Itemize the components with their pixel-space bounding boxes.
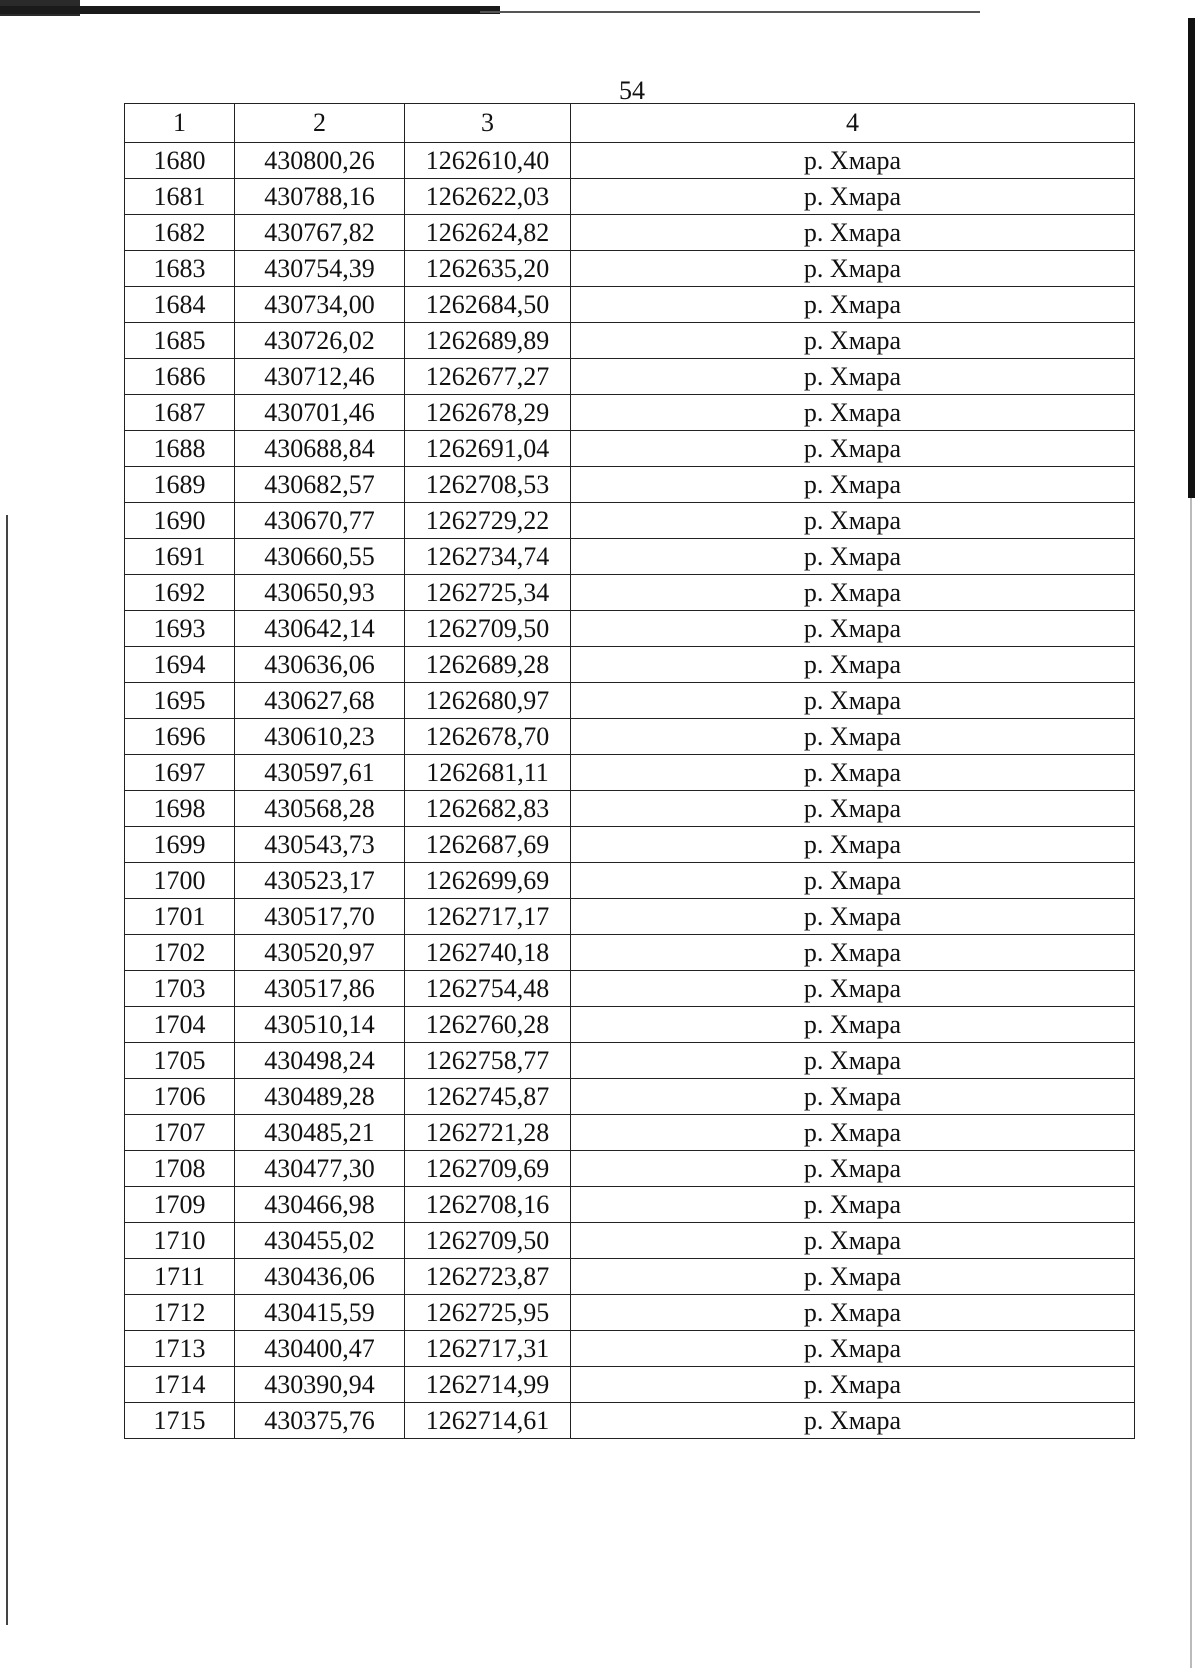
y-coordinate-cell: 1262709,69 [405,1151,571,1187]
scan-artifact-right-edge [1188,18,1195,498]
table-row [125,791,1135,827]
table-row [125,359,1135,395]
description-cell: р. Хмара [571,287,1135,323]
scan-artifact-right-edge-thin [1190,498,1192,1668]
description-cell: р. Хмара [571,431,1135,467]
y-coordinate-cell: 1262745,87 [405,1079,571,1115]
point-number-cell: 1711 [125,1259,235,1295]
y-coordinate-cell: 1262758,77 [405,1043,571,1079]
description-cell: р. Хмара [571,755,1135,791]
point-number-cell: 1700 [125,863,235,899]
page-number: 54 [619,76,645,105]
point-number-cell: 1714 [125,1367,235,1403]
table-row [125,827,1135,863]
table-row [125,971,1135,1007]
y-coordinate-cell: 1262677,27 [405,359,571,395]
description-cell: р. Хмара [571,719,1135,755]
y-coordinate-cell: 1262754,48 [405,971,571,1007]
point-number-cell: 1686 [125,359,235,395]
scan-artifact-top-bar [0,6,500,14]
table-row [125,467,1135,503]
y-coordinate-cell: 1262680,97 [405,683,571,719]
table-row [125,215,1135,251]
table-row [125,1115,1135,1151]
x-coordinate-cell: 430436,06 [235,1259,405,1295]
description-cell: р. Хмара [571,1223,1135,1259]
table-row [125,1187,1135,1223]
table-row [125,683,1135,719]
x-coordinate-cell: 430466,98 [235,1187,405,1223]
description-cell: р. Хмара [571,1367,1135,1403]
x-coordinate-cell: 430726,02 [235,323,405,359]
y-coordinate-cell: 1262709,50 [405,611,571,647]
point-number-cell: 1713 [125,1331,235,1367]
y-coordinate-cell: 1262717,31 [405,1331,571,1367]
x-coordinate-cell: 430498,24 [235,1043,405,1079]
y-coordinate-cell: 1262687,69 [405,827,571,863]
description-cell: р. Хмара [571,827,1135,863]
description-cell: р. Хмара [571,1187,1135,1223]
description-cell: р. Хмара [571,215,1135,251]
table-row [125,575,1135,611]
point-number-cell: 1705 [125,1043,235,1079]
x-coordinate-cell: 430568,28 [235,791,405,827]
point-number-cell: 1699 [125,827,235,863]
description-cell: р. Хмара [571,1007,1135,1043]
point-number-cell: 1692 [125,575,235,611]
x-coordinate-cell: 430734,00 [235,287,405,323]
table-row [125,719,1135,755]
point-number-cell: 1704 [125,1007,235,1043]
x-coordinate-cell: 430636,06 [235,647,405,683]
y-coordinate-cell: 1262678,29 [405,395,571,431]
point-number-cell: 1685 [125,323,235,359]
description-cell: р. Хмара [571,971,1135,1007]
y-coordinate-cell: 1262723,87 [405,1259,571,1295]
header-cell-point-number: 1 [125,104,235,143]
x-coordinate-cell: 430510,14 [235,1007,405,1043]
table-row [125,287,1135,323]
description-cell: р. Хмара [571,539,1135,575]
point-number-cell: 1707 [125,1115,235,1151]
y-coordinate-cell: 1262708,16 [405,1187,571,1223]
table-header [125,104,1135,143]
description-cell: р. Хмара [571,1151,1135,1187]
y-coordinate-cell: 1262689,28 [405,647,571,683]
x-coordinate-cell: 430627,68 [235,683,405,719]
table-row [125,935,1135,971]
description-cell: р. Хмара [571,683,1135,719]
y-coordinate-cell: 1262682,83 [405,791,571,827]
description-cell: р. Хмара [571,575,1135,611]
point-number-cell: 1697 [125,755,235,791]
table-row [125,1295,1135,1331]
description-cell: р. Хмара [571,179,1135,215]
y-coordinate-cell: 1262709,50 [405,1223,571,1259]
point-number-cell: 1681 [125,179,235,215]
point-number-cell: 1715 [125,1403,235,1439]
y-coordinate-cell: 1262740,18 [405,935,571,971]
table-row [125,863,1135,899]
description-cell: р. Хмара [571,1403,1135,1439]
point-number-cell: 1690 [125,503,235,539]
x-coordinate-cell: 430767,82 [235,215,405,251]
y-coordinate-cell: 1262622,03 [405,179,571,215]
point-number-cell: 1688 [125,431,235,467]
x-coordinate-cell: 430650,93 [235,575,405,611]
table-row [125,395,1135,431]
description-cell: р. Хмара [571,863,1135,899]
table-row [125,1043,1135,1079]
x-coordinate-cell: 430688,84 [235,431,405,467]
point-number-cell: 1687 [125,395,235,431]
point-number-cell: 1708 [125,1151,235,1187]
header-row [125,104,1135,143]
table-row [125,611,1135,647]
table-row [125,251,1135,287]
table-row [125,143,1135,179]
description-cell: р. Хмара [571,323,1135,359]
x-coordinate-cell: 430489,28 [235,1079,405,1115]
x-coordinate-cell: 430390,94 [235,1367,405,1403]
scan-artifact-left-edge [6,515,8,1625]
x-coordinate-cell: 430400,47 [235,1331,405,1367]
point-number-cell: 1695 [125,683,235,719]
y-coordinate-cell: 1262691,04 [405,431,571,467]
description-cell: р. Хмара [571,143,1135,179]
y-coordinate-cell: 1262717,17 [405,899,571,935]
description-cell: р. Хмара [571,1115,1135,1151]
y-coordinate-cell: 1262725,95 [405,1295,571,1331]
table-row [125,1331,1135,1367]
header-cell-description: 4 [571,104,1135,143]
x-coordinate-cell: 430670,77 [235,503,405,539]
table-row [125,539,1135,575]
table-body [125,143,1135,1439]
table-row [125,1079,1135,1115]
point-number-cell: 1684 [125,287,235,323]
x-coordinate-cell: 430485,21 [235,1115,405,1151]
table-row [125,1367,1135,1403]
description-cell: р. Хмара [571,1259,1135,1295]
description-cell: р. Хмара [571,1043,1135,1079]
x-coordinate-cell: 430800,26 [235,143,405,179]
point-number-cell: 1703 [125,971,235,1007]
y-coordinate-cell: 1262725,34 [405,575,571,611]
description-cell: р. Хмара [571,1331,1135,1367]
y-coordinate-cell: 1262635,20 [405,251,571,287]
y-coordinate-cell: 1262729,22 [405,503,571,539]
point-number-cell: 1712 [125,1295,235,1331]
description-cell: р. Хмара [571,1295,1135,1331]
description-cell: р. Хмара [571,899,1135,935]
header-cell-x: 2 [235,104,405,143]
x-coordinate-cell: 430642,14 [235,611,405,647]
coordinates-table [124,103,1135,1439]
y-coordinate-cell: 1262610,40 [405,143,571,179]
table-row [125,1151,1135,1187]
y-coordinate-cell: 1262708,53 [405,467,571,503]
x-coordinate-cell: 430477,30 [235,1151,405,1187]
table-row [125,431,1135,467]
point-number-cell: 1698 [125,791,235,827]
y-coordinate-cell: 1262681,11 [405,755,571,791]
x-coordinate-cell: 430543,73 [235,827,405,863]
point-number-cell: 1683 [125,251,235,287]
x-coordinate-cell: 430517,70 [235,899,405,935]
point-number-cell: 1702 [125,935,235,971]
y-coordinate-cell: 1262760,28 [405,1007,571,1043]
point-number-cell: 1682 [125,215,235,251]
table-row [125,1403,1135,1439]
y-coordinate-cell: 1262721,28 [405,1115,571,1151]
header-cell-y: 3 [405,104,571,143]
description-cell: р. Хмара [571,467,1135,503]
x-coordinate-cell: 430788,16 [235,179,405,215]
point-number-cell: 1710 [125,1223,235,1259]
y-coordinate-cell: 1262734,74 [405,539,571,575]
description-cell: р. Хмара [571,359,1135,395]
y-coordinate-cell: 1262714,61 [405,1403,571,1439]
table-row [125,503,1135,539]
point-number-cell: 1706 [125,1079,235,1115]
table-row [125,899,1135,935]
y-coordinate-cell: 1262624,82 [405,215,571,251]
y-coordinate-cell: 1262714,99 [405,1367,571,1403]
description-cell: р. Хмара [571,611,1135,647]
point-number-cell: 1701 [125,899,235,935]
description-cell: р. Хмара [571,1079,1135,1115]
description-cell: р. Хмара [571,251,1135,287]
description-cell: р. Хмара [571,935,1135,971]
description-cell: р. Хмара [571,791,1135,827]
point-number-cell: 1694 [125,647,235,683]
table-row [125,323,1135,359]
description-cell: р. Хмара [571,647,1135,683]
x-coordinate-cell: 430701,46 [235,395,405,431]
table-row [125,647,1135,683]
x-coordinate-cell: 430415,59 [235,1295,405,1331]
description-cell: р. Хмара [571,395,1135,431]
point-number-cell: 1689 [125,467,235,503]
x-coordinate-cell: 430455,02 [235,1223,405,1259]
x-coordinate-cell: 430520,97 [235,935,405,971]
x-coordinate-cell: 430610,23 [235,719,405,755]
table-row [125,1223,1135,1259]
point-number-cell: 1691 [125,539,235,575]
scan-artifact-top-line [480,11,980,13]
x-coordinate-cell: 430517,86 [235,971,405,1007]
description-cell: р. Хмара [571,503,1135,539]
x-coordinate-cell: 430597,61 [235,755,405,791]
table-row [125,755,1135,791]
x-coordinate-cell: 430523,17 [235,863,405,899]
x-coordinate-cell: 430375,76 [235,1403,405,1439]
table-row [125,1007,1135,1043]
table-row [125,179,1135,215]
x-coordinate-cell: 430754,39 [235,251,405,287]
y-coordinate-cell: 1262684,50 [405,287,571,323]
x-coordinate-cell: 430712,46 [235,359,405,395]
point-number-cell: 1696 [125,719,235,755]
x-coordinate-cell: 430682,57 [235,467,405,503]
point-number-cell: 1709 [125,1187,235,1223]
y-coordinate-cell: 1262678,70 [405,719,571,755]
y-coordinate-cell: 1262689,89 [405,323,571,359]
table-row [125,1259,1135,1295]
point-number-cell: 1680 [125,143,235,179]
x-coordinate-cell: 430660,55 [235,539,405,575]
point-number-cell: 1693 [125,611,235,647]
y-coordinate-cell: 1262699,69 [405,863,571,899]
